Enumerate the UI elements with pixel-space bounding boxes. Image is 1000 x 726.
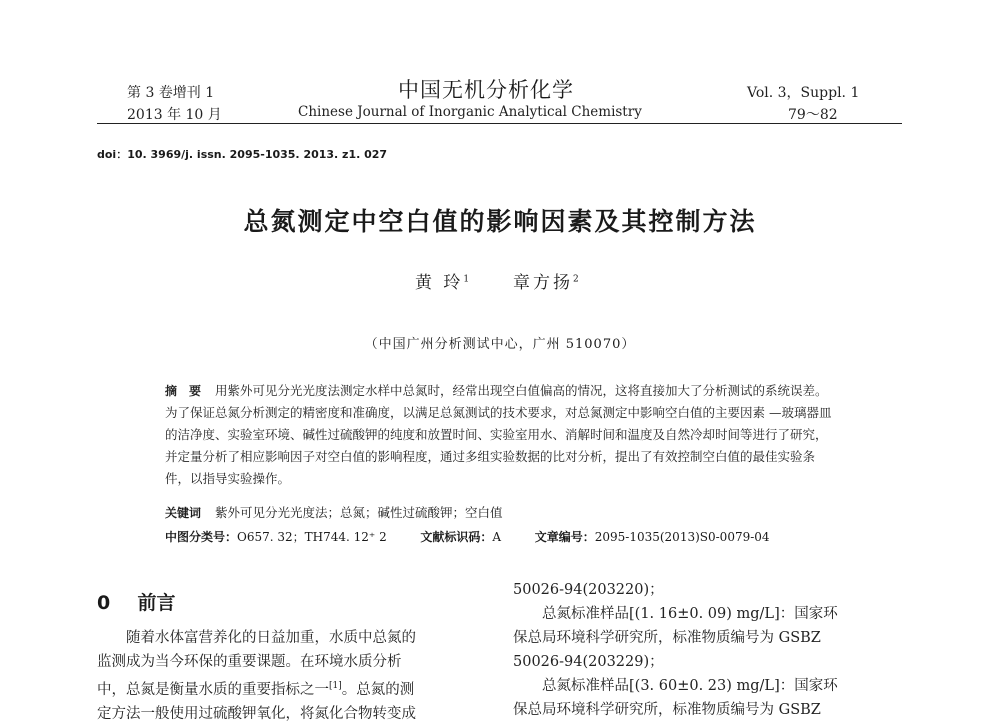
text-line <box>97 674 487 702</box>
doc-code-value: A <box>492 530 502 544</box>
abstract-label: 摘 要 <box>165 384 202 398</box>
doi: doi：10. 3969/j. issn. 2095-1035. 2013. z1. 027 <box>97 148 388 161</box>
volume-cn: 第 3 卷增刊 1 <box>127 85 215 101</box>
page-range: 79～82 <box>788 107 838 123</box>
classification-line <box>165 528 770 545</box>
text-line: 保总局环境科学研究所，标准物质编号为 GSBZ <box>513 630 821 646</box>
abstract <box>165 380 835 490</box>
text-line: 监测成为当今环保的重要课题。在环境水质分析 <box>97 654 402 670</box>
right-column <box>513 578 908 722</box>
journal-title-en: Chinese Journal of Inorganic Analytical Chemistry <box>298 104 642 120</box>
text-segment: 。总氮的测 <box>341 681 415 698</box>
text-line: 定方法一般使用过硫酸钾氧化，将氮化合物转变成 <box>97 705 416 722</box>
header-rule <box>97 123 902 124</box>
reference-mark: [1] <box>329 681 342 691</box>
text-line: 随着水体富营养化的日益加重，水质中总氮的 <box>126 630 416 646</box>
author-name: 章方扬 <box>512 273 573 293</box>
journal-title-cn: 中国无机分析化学 <box>398 78 574 102</box>
doc-code-label: 文献标识码： <box>420 530 493 544</box>
text-line: 保总局环境科学研究所，标准物质编号为 GSBZ <box>513 702 821 718</box>
text-line: 50026-94(203220)； <box>513 582 664 598</box>
paper-title: 总氮测定中空白值的影响因素及其控制方法 <box>243 207 757 236</box>
volume-en: Vol. 3，Suppl. 1 <box>747 85 860 101</box>
section-heading <box>97 588 176 615</box>
clc-label: 中图分类号： <box>165 530 238 544</box>
author-name: 黄 玲 <box>415 273 464 293</box>
author-mark: 1 <box>463 274 473 285</box>
article-id-value: 2095-1035(2013)S0-0079-04 <box>594 530 770 544</box>
text-line: 50026-94(203229)； <box>513 654 664 670</box>
author-mark: 2 <box>572 274 582 285</box>
authors <box>415 268 582 293</box>
keywords <box>165 503 503 521</box>
abstract-text: 用紫外可见分光光度法测定水样中总氮时，经常出现空白值偏高的情况，这将直接加大了分析测试的系统误差。为了保证总氮分析测定的精密度和准确度，以满足总氮测试的技术要求，对总氮测定中影响空白值的主要因素 —玻璃器皿的洁净度、实验室环境、碱性过硫酸钾的纯度和放置时间、实验室用水、消解时间和温度及自然冷却时间等进行了研究，并定量分析了相应影响因子对空白值的影响程度，通过多组实验数据的比对分析，提出了有效控制空白值的最佳实验条件，以指导实验操作。 <box>165 383 832 486</box>
keywords-text: 紫外可见分光光度法；总氮；碱性过硫酸钾；空白值 <box>214 505 503 520</box>
clc-value: O657. 32；TH744. 12⁺ 2 <box>237 530 387 544</box>
section-title: 前言 <box>137 592 176 614</box>
text-segment: 中，总氮是衡量水质的重要指标之一 <box>97 681 329 698</box>
keywords-label: 关键词 <box>165 506 202 520</box>
affiliation: （中国广州分析测试中心，广州 510070） <box>364 337 636 352</box>
article-id-label: 文章编号： <box>534 530 595 544</box>
text-line: 总氮标准样品[(3. 60±0. 23) mg/L]：国家环 <box>542 678 838 694</box>
left-column <box>97 626 487 726</box>
section-number: 0 <box>97 592 111 614</box>
text-line: 总氮标准样品[(1. 16±0. 09) mg/L]：国家环 <box>542 606 838 622</box>
date-cn: 2013 年 10 月 <box>127 107 222 123</box>
